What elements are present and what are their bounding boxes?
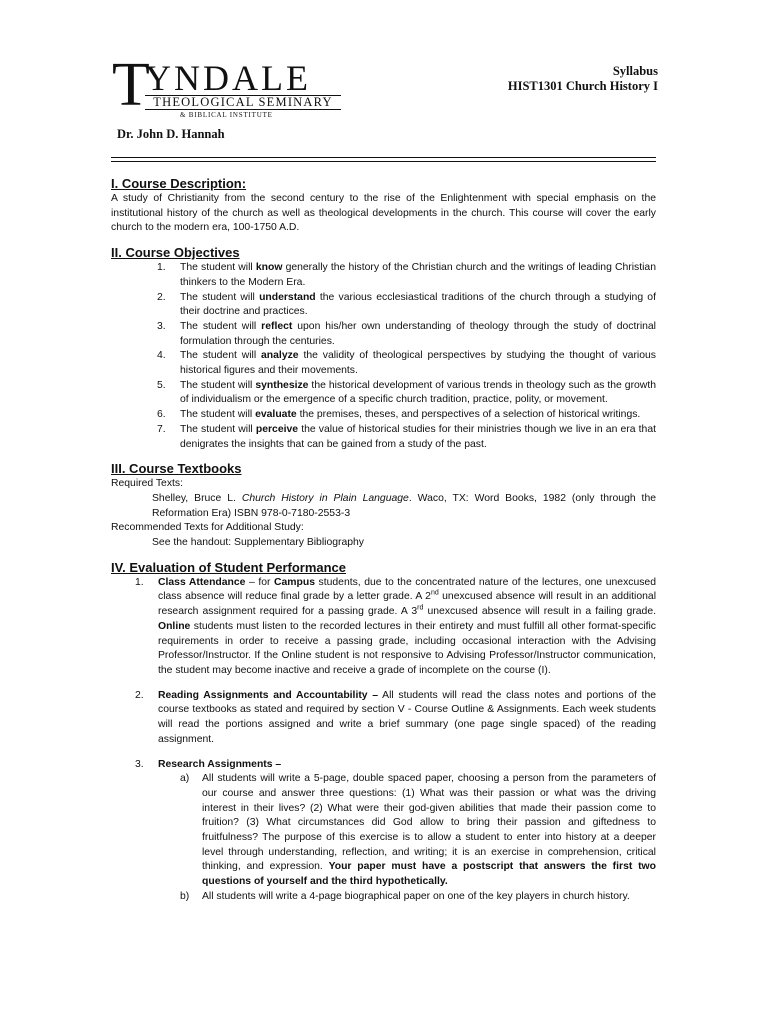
required-book: Shelley, Bruce L. Church History in Plain Language. Waco, TX: Word Books, 1982 (only through the Reformation Era) ISBN 978-0-7180-2553-3 [152,492,657,519]
description-text: A study of Christianity from the second century to the rise of the Enlightenment with special emphasis on the institutional history of the church as well as theological developments in the church. This course will cover the early church to the modern era, 100-1750 A.D. [111,193,656,234]
recommended-texts-label: Recommended Texts for Additional Study: [111,522,304,534]
course-title: HIST1301 Church History I [507,79,658,93]
research-item-a: a) All students will write a 5-page, double spaced paper, choosing a person from the parameters of our course and answer three questions: (1) What was their passion or what was the driving interest in their lives? (2) What were their god-given abilities that made their passion come to fruition? (3) What circumstances did God allow to bring their passion and giftedness to fruitfulness? The purpose of this exercise is to allow a student to enter into history at a deeper level through understanding, reflection, and writing; it is an exercise in comprehension, critical thinking, and expression. Your paper must have a postscript that answers the first two questions of yourself and the third hypothetically. [180,773,656,888]
section-heading: IV. Evaluation of Student Performance [111,559,347,575]
recommended-text: See the handout: Supplementary Bibliography [152,537,364,549]
evaluation-item-reading: 2. Reading Assignments and Accountability – All students will read the class notes and portions of the course textbooks as stated and required by section V - Course Outline & Assignments. Each week students will read the portions assigned and write a brief summary (one page single spaced) of the reading assignment. [135,689,656,745]
logo-name: YNDALE [145,58,311,98]
evaluation-item-attendance: 1. Class Attendance – for Campus students, due to the concentrated nature of the lectures, one unexcused class absence will reduce final grade by a letter grade. A 2nd unexcused absence will result in an additional research assignment required for a passing grade. A 3rd unexcused absence will result in a failing grade. Online students must listen to the recorded lectures in their entirety and must fulfill all other format-specific requirements in order to receive a passing grade, including occasional interaction with the Advising Professor/Instructor. If the Online student is not responsive to Advising Professor/Instructor communication, the student may become inactive and receive a grade of incomplete on the course (I). [135,576,657,676]
doc-type: Syllabus [612,64,658,78]
divider-bottom [111,161,656,162]
section-course-textbooks [111,460,656,551]
seminary-logo [112,51,344,120]
list-item: 4. The student will analyze the validity of theological perspectives by studying the thought of various historical figures and their movements. [157,350,656,377]
logo-subtitle: THEOLOGICAL SEMINARY [145,95,341,110]
divider-top [111,157,656,158]
list-item: 5. The student will synthesize the historical development of various trends in theology such as the growth of individualism or the emergence of a specific church tradition, practice, polity, or movement. [157,379,656,406]
document-heading [508,64,658,94]
list-item: 3. The student will reflect upon his/her own understanding of theology through the study of doctrinal formulation through the centuries. [157,320,656,347]
section-heading: II. Course Objectives [111,245,240,261]
objectives-list [111,261,656,452]
required-texts-label: Required Texts: [111,478,184,490]
list-item: 1. The student will know generally the history of the Christian church and the writings of leading Christian thinkers to the Modern Era. [157,262,656,288]
syllabus-body [111,175,656,905]
evaluation-item-research: 3. Research Assignments – [135,758,282,770]
research-item-b: b) All students will write a 4-page biographical paper on one of the key players in church history. [180,890,630,902]
logo-subtitle-small: & BIBLICAL INSTITUTE [180,111,273,119]
list-item: 6. The student will evaluate the premises, theses, and perspectives of a selection of historical writings. [157,409,641,421]
section-heading: III. Course Textbooks [111,461,242,477]
section-course-objectives [111,244,656,452]
list-item: 2. The student will understand the various ecclesiastical traditions of the church through a studying of their doctrine and practices. [157,291,656,318]
section-course-description [111,175,656,236]
section-heading: I. Course Description: [111,176,247,191]
logo-letter-t: T [112,51,150,119]
section-evaluation [111,559,656,905]
instructor-name: Dr. John D. Hannah [117,127,225,141]
list-item: 7. The student will perceive the value of historical studies for their ministries though we live in an era that denigrates the insights that can be gained from a study of the past. [157,423,656,450]
